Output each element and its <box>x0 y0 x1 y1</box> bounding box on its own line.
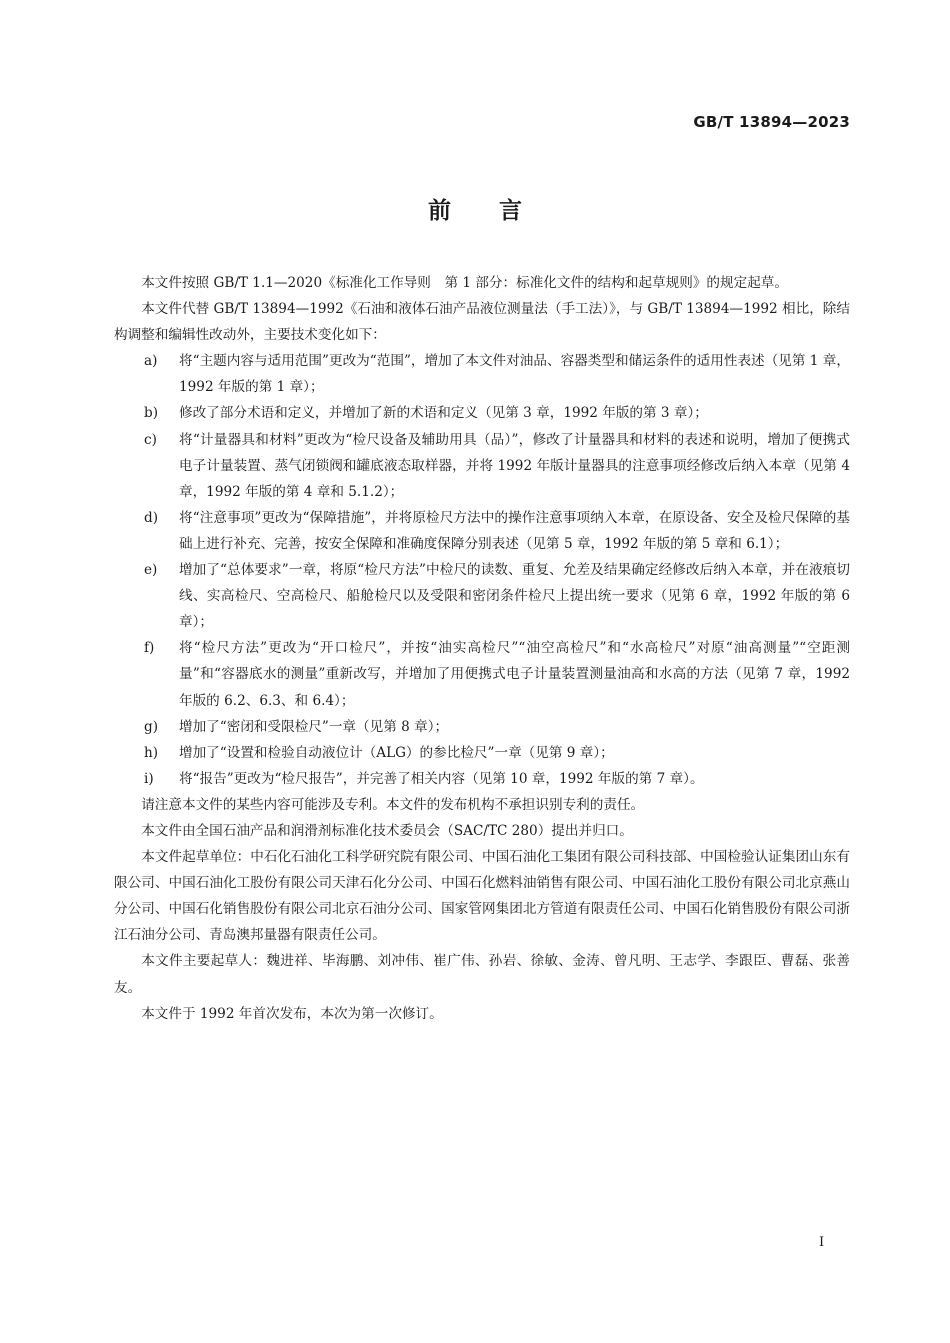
item-text: 增加了“总体要求”一章，将原“检尺方法”中检尺的读数、重复、允差及结果确定经修改后纳入本章，并在液痕切线、实高检尺、空高检尺、船舱检尺以及受限和密闭条件检尺上提出统一要求（见第 6 章，1992 年版的第 6 章）； <box>179 562 850 631</box>
item-text: 将“计量器具和材料”更改为“检尺设备及辅助用具（品）”，修改了计量器具和材料的表述和说明，增加了便携式电子计量装置、蒸气闭锁阀和罐底液态取样器，并将 1992 年版计量器具的注意事项经修改后纳入本章（见第 4 章，1992 年版的第 4 章和 5.1.2）； <box>179 431 850 500</box>
item-text: 将“报告”更改为“检尺报告”，并完善了相关内容（见第 10 章，1992 年版的第 7 章）。 <box>179 770 704 787</box>
paragraph-drafting-rules: 本文件按照 GB/T 1.1—2020《标准化工作导则 第 1 部分：标准化文件的结构和起草规则》的规定起草。 <box>141 275 788 291</box>
item-marker: h) <box>144 744 159 761</box>
change-item <box>114 740 850 766</box>
paragraph-history: 本文件于 1992 年首次发布，本次为第一次修订。 <box>141 1005 443 1022</box>
change-item <box>114 400 850 426</box>
item-marker: i) <box>144 770 154 787</box>
item-marker: f) <box>144 640 155 657</box>
item-text: 修改了部分术语和定义，并增加了新的术语和定义（见第 3 章，1992 年版的第 3 章）； <box>179 405 708 422</box>
paragraph-replacement: 本文件代替 GB/T 13894—1992《石油和液体石油产品液位测量法（手工法）》，与 GB/T 13894—1992 相比，除结构调整和编辑性改动外，主要技术变化如下： <box>114 301 850 344</box>
item-text: 增加了“密闭和受限检尺”一章（见第 8 章）； <box>179 718 449 735</box>
page-number: I <box>819 1235 825 1250</box>
change-item <box>114 714 850 740</box>
item-marker: c) <box>144 431 157 448</box>
item-text: 将“主题内容与适用范围”更改为“范围”，增加了本文件对油品、容器类型和储运条件的适用性表述（见第 1 章，1992 年版的第 1 章）； <box>179 353 850 396</box>
page-title: 前言 <box>428 198 570 224</box>
change-item <box>114 766 850 792</box>
change-item <box>114 635 850 713</box>
change-item <box>114 427 850 505</box>
change-item <box>114 557 850 635</box>
change-item <box>114 505 850 557</box>
item-text: 将“注意事项”更改为“保障措施”，并将原检尺方法中的操作注意事项纳入本章，在原设备、安全及检尺保障的基础上进行补充、完善，按安全保障和准确度保障分别表述（见第 5 章，1992 年版的第 5 章和 6.1）； <box>179 509 850 552</box>
item-marker: g) <box>144 718 159 735</box>
change-item <box>114 348 850 400</box>
paragraph-patent-notice: 请注意本文件的某些内容可能涉及专利。本文件的发布机构不承担识别专利的责任。 <box>141 796 645 813</box>
standard-number: GB/T 13894—2023 <box>693 113 850 131</box>
paragraph-drafting-units: 本文件起草单位：中石化石油化工科学研究院有限公司、中国石油化工集团有限公司科技部、中国检验认证集团山东有限公司、中国石油化工股份有限公司天津石化分公司、中国石化燃料油销售有限公司、中国石油化工股份有限公司北京燕山分公司、中国石化销售股份有限公司北京石油分公司、国家管网集团北方管道有限责任公司、中国石化销售股份有限公司浙江石油分公司、青岛澳邦量器有限责任公司。 <box>114 849 850 944</box>
item-text: 增加了“设置和检验自动液位计（ALG）的参比检尺”一章（见第 9 章）； <box>179 744 614 761</box>
paragraph-drafters: 本文件主要起草人：魏进祥、毕海鹏、刘冲伟、崔广伟、孙岩、徐敏、金涛、曾凡明、王志学、李跟臣、曹磊、张善友。 <box>114 953 850 996</box>
item-marker: b) <box>144 405 159 422</box>
paragraph-proposer: 本文件由全国石油产品和润滑剂标准化技术委员会（SAC/TC 280）提出并归口。 <box>141 822 633 839</box>
item-text: 将“检尺方法”更改为“开口检尺”，并按“油实高检尺”“油空高检尺”和“水高检尺”对原“油高测量”“空距测量”和“容器底水的测量”重新改写，并增加了用便携式电子计量装置测量油高和水高的方法（见第 7 章，1992 年版的 6.2、6.3、和 6.4）； <box>179 640 850 709</box>
foreword-body <box>114 270 850 1027</box>
item-marker: a) <box>144 353 158 370</box>
item-marker: d) <box>144 509 159 526</box>
item-marker: e) <box>144 562 158 579</box>
